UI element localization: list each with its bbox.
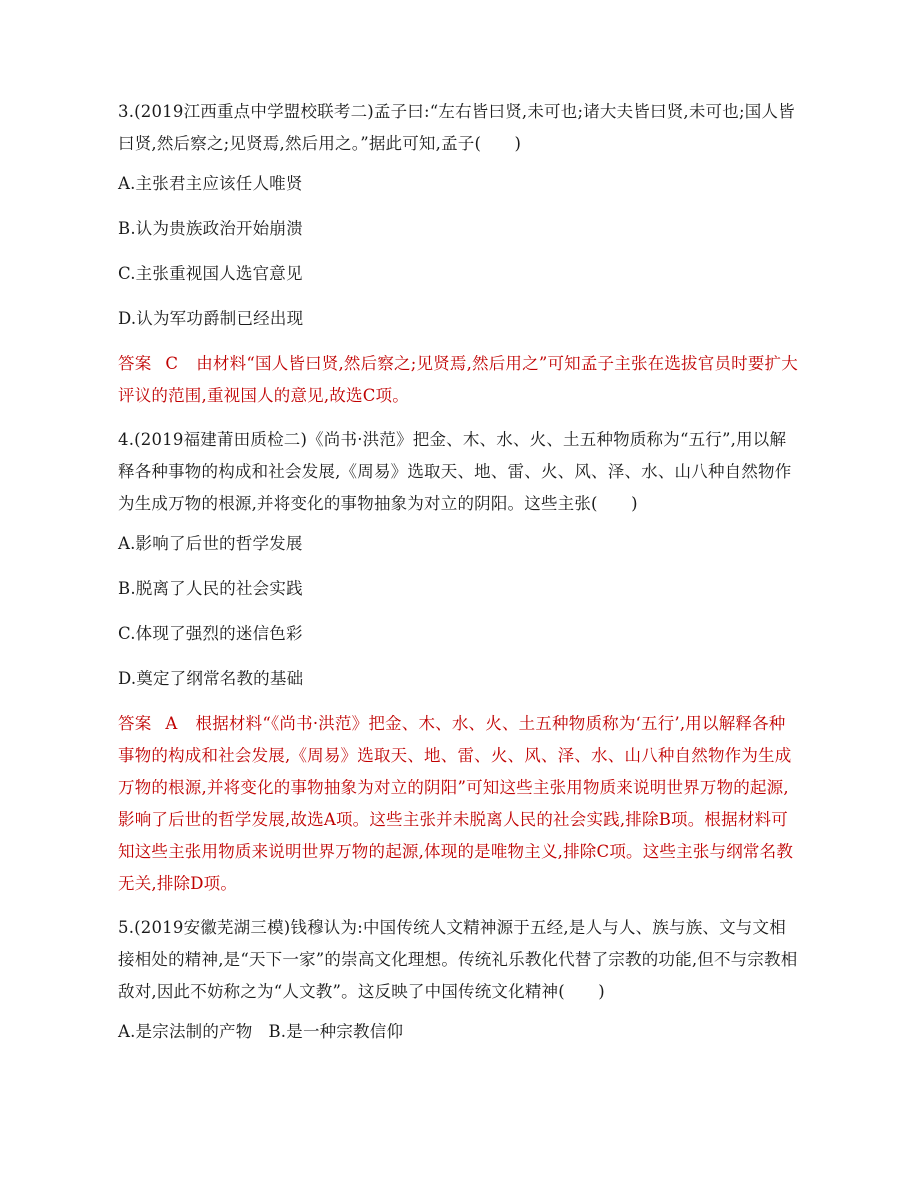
answer-tag: 答案 <box>118 714 152 733</box>
answer-explanation: 由材料“国人皆曰贤,然后察之;见贤焉,然后用之”可知孟子主张在选拔官员时要扩大评议的范围,重视国人的意见,故选C项。 <box>118 354 798 405</box>
question-4-stem: 4.(2019福建莆田质检二)《尚书·洪范》把金、木、水、火、土五种物质称为“五行”,用以解释各种事物的构成和社会发展,《周易》选取天、地、雷、火、风、泽、水、山八种自然物作为生成万物的根源,并将变化的事物抽象为对立的阴阳。这些主张( ) <box>118 430 792 513</box>
answer-letter: A <box>165 714 178 733</box>
question-3-answer <box>118 348 798 412</box>
question-5-option-a: A.是宗法制的产物 <box>118 1022 253 1041</box>
question-3-option-b: B.认为贵族政治开始崩溃 <box>118 219 303 238</box>
question-4-option-c: C.体现了强烈的迷信色彩 <box>118 624 303 643</box>
question-5-options-row <box>118 1016 798 1048</box>
question-4-option-b: B.脱离了人民的社会实践 <box>118 579 303 598</box>
question-3-option-c: C.主张重视国人选官意见 <box>118 264 303 283</box>
question-3-stem: 3.(2019江西重点中学盟校联考二)孟子曰:“左右皆曰贤,未可也;诸大夫皆曰贤,未可也;国人皆曰贤,然后察之;见贤焉,然后用之。”据此可知,孟子( ) <box>118 102 795 153</box>
question-5-option-b: B.是一种宗教信仰 <box>268 1022 404 1041</box>
question-3-option-d: D.认为军功爵制已经出现 <box>118 309 304 328</box>
question-5-stem: 5.(2019安徽芜湖三模)钱穆认为:中国传统人文精神源于五经,是人与人、族与族、文与文相接相处的精神,是“天下一家”的崇高文化理想。传统礼乐教化代替了宗教的功能,但不与宗教相敌对,因此不妨称之为“人文教”。这反映了中国传统文化精神( ) <box>118 918 798 1001</box>
question-4-option-a: A.影响了后世的哲学发展 <box>118 534 303 553</box>
answer-tag: 答案 <box>118 354 152 373</box>
question-4-answer <box>118 708 798 900</box>
answer-letter: C <box>165 354 179 373</box>
answer-explanation: 根据材料“《尚书·洪范》把金、木、水、火、土五种物质称为‘五行’,用以解释各种事物的构成和社会发展,《周易》选取天、地、雷、火、风、泽、水、山八种自然物作为生成万物的根源,并将变化的事物抽象为对立的阴阳”可知这些主张用物质来说明世界万物的起源,影响了后世的哲学发展,故选A项。这些主张并未脱离人民的社会实践,排除B项。根据材料可知这些主张用物质来说明世界万物的起源,体现的是唯物主义,排除C项。这些主张与纲常名教无关,排除D项。 <box>118 714 794 893</box>
question-3-option-a: A.主张君主应该任人唯贤 <box>118 174 303 193</box>
question-4-option-d: D.奠定了纲常名教的基础 <box>118 669 304 688</box>
document-page <box>118 96 798 1061</box>
